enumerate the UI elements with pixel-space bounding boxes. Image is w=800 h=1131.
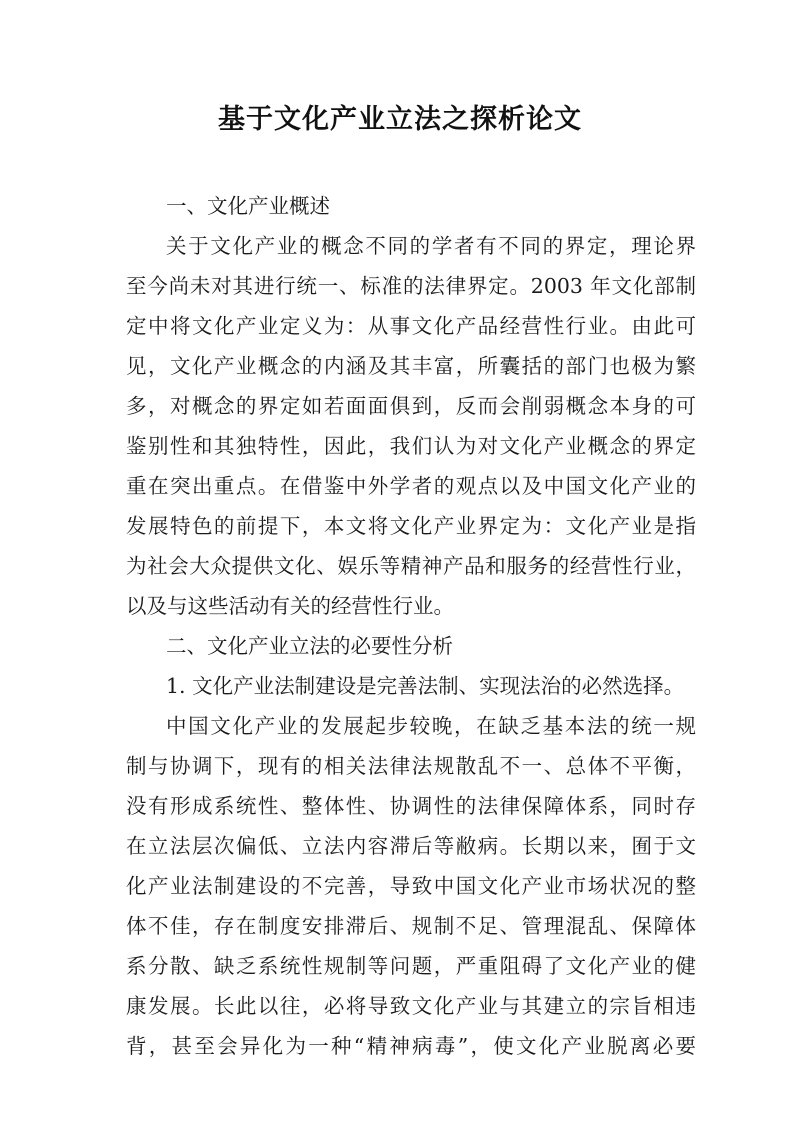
- paragraph-line: 定中将文化产业定义为：从事文化产品经营性行业。由此可: [126, 314, 696, 338]
- subheading-1: 1. 文化产业法制建设是完善法制、实现法治的必然选择。: [166, 674, 685, 698]
- paragraph-line: 背，甚至会异化为一种“精神病毒”，使文化产业脱离必要: [126, 1034, 696, 1058]
- paragraph-line: 发展特色的前提下，本文将文化产业界定为：文化产业是指: [126, 514, 696, 538]
- paragraph-line: 中国文化产业的发展起步较晚，在缺乏基本法的统一规: [166, 714, 696, 738]
- paragraph-line: 以及与这些活动有关的经营性行业。: [126, 594, 454, 618]
- paragraph-line: 至今尚未对其进行统一、标准的法律界定。2003 年文化部制: [126, 274, 696, 298]
- section-heading-2: 二、文化产业立法的必要性分析: [166, 634, 453, 658]
- paragraph-line: 康发展。长此以往，必将导致文化产业与其建立的宗旨相违: [126, 994, 696, 1018]
- paragraph-line: 没有形成系统性、整体性、协调性的法律保障体系，同时存: [126, 794, 696, 818]
- paragraph-line: 重在突出重点。在借鉴中外学者的观点以及中国文化产业的: [126, 474, 696, 498]
- document-title: 基于文化产业立法之探析论文: [218, 104, 582, 135]
- paragraph-line: 为社会大众提供文化、娱乐等精神产品和服务的经营性行业，: [126, 554, 696, 578]
- section-heading-1: 一、文化产业概述: [166, 194, 330, 218]
- paragraph-line: 多，对概念的界定如若面面俱到，反而会削弱概念本身的可: [126, 394, 696, 418]
- paragraph-line: 化产业法制建设的不完善，导致中国文化产业市场状况的整: [126, 874, 696, 898]
- paragraph-line: 鉴别性和其独特性，因此，我们认为对文化产业概念的界定: [126, 434, 696, 458]
- paragraph-line: 制与协调下，现有的相关法律法规散乱不一、总体不平衡，: [126, 754, 696, 778]
- paragraph-line: 体不佳，存在制度安排滞后、规制不足、管理混乱、保障体: [126, 914, 696, 938]
- paragraph-line: 关于文化产业的概念不同的学者有不同的界定，理论界: [166, 234, 696, 258]
- paragraph-line: 在立法层次偏低、立法内容滞后等敝病。长期以来，囿于文: [126, 834, 696, 858]
- paragraph-line: 见，文化产业概念的内涵及其丰富，所囊括的部门也极为繁: [126, 354, 696, 378]
- paragraph-line: 系分散、缺乏系统性规制等问题，严重阻碍了文化产业的健: [126, 954, 696, 978]
